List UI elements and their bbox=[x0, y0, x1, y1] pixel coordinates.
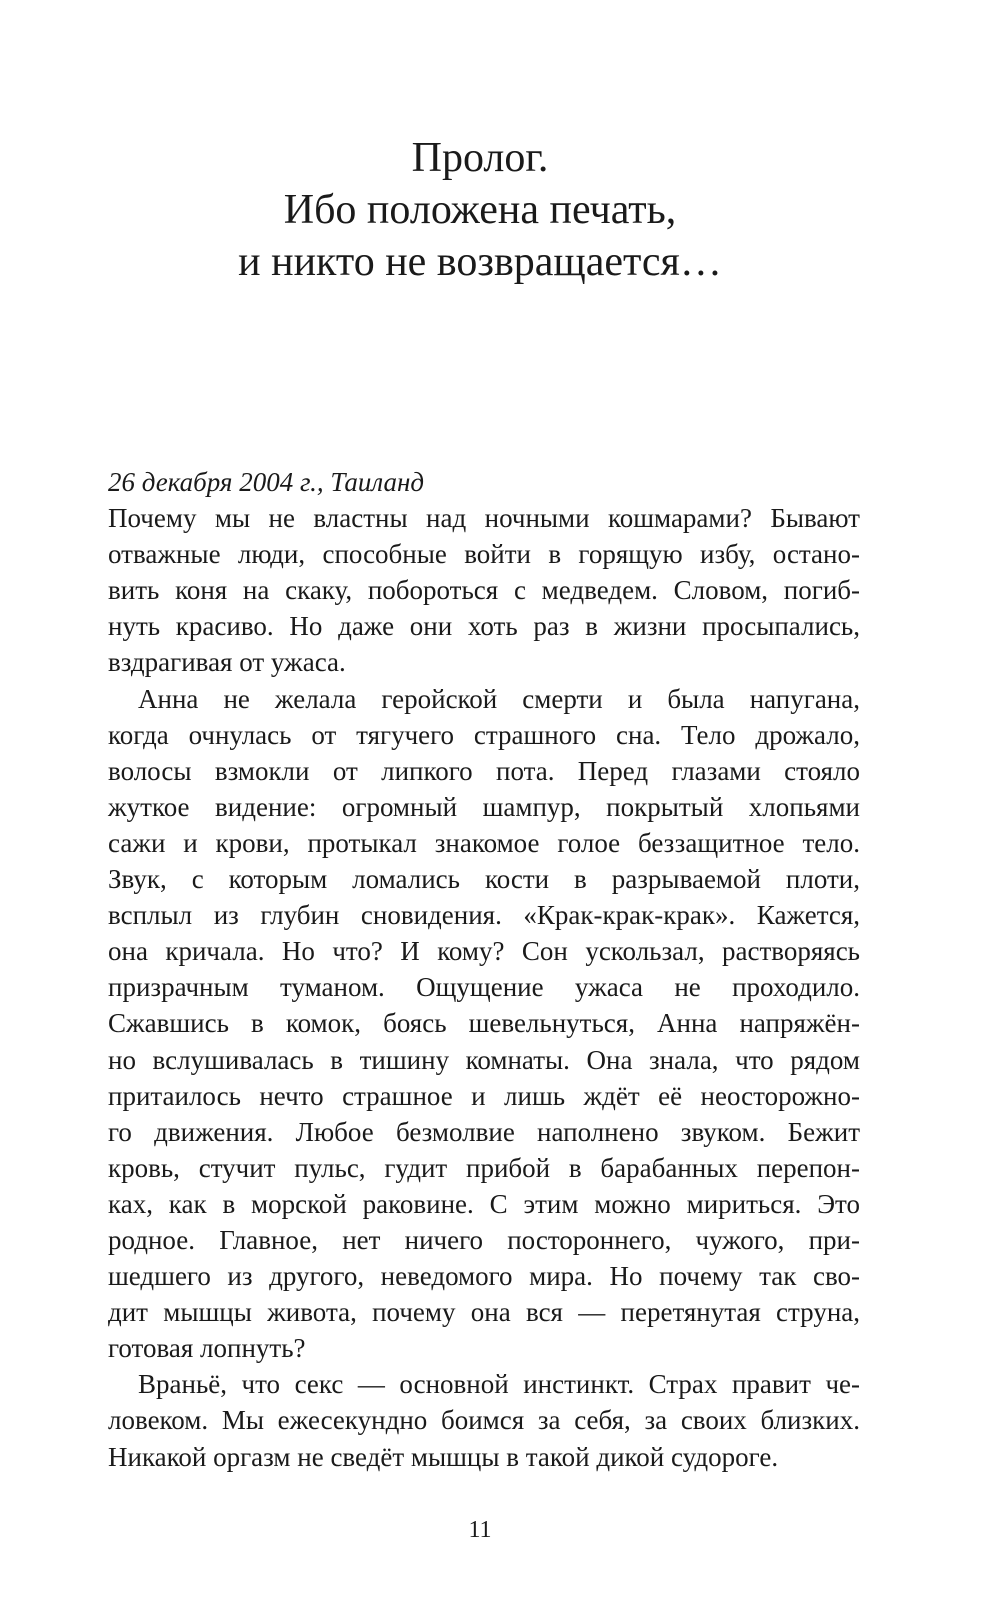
text-line: сажи и крови, протыкал знакомое голое беззащитное тело. bbox=[108, 827, 860, 858]
paragraph-2 bbox=[108, 681, 860, 1367]
text-line: ках, как в морской раковине. С этим можно мириться. Это bbox=[108, 1188, 860, 1219]
chapter-title bbox=[0, 132, 960, 288]
text-line: вить коня на скаку, побороться с медведем. Словом, погиб- bbox=[108, 575, 860, 606]
paragraph-1 bbox=[108, 500, 860, 680]
text-line: родное. Главное, нет ничего постороннего, чужого, при- bbox=[108, 1224, 860, 1255]
text-line: когда очнулась от тягучего страшного сна. Тело дрожало, bbox=[108, 719, 860, 750]
text-line: Анна не желала геройской смерти и была напугана, bbox=[138, 683, 860, 714]
text-line: но вслушивалась в тишину комнаты. Она знала, что рядом bbox=[108, 1044, 860, 1075]
text-line: ловеком. Мы ежесекундно боимся за себя, за своих близких. bbox=[108, 1405, 860, 1436]
text-line: она кричала. Но что? И кому? Сон ускользал, растворяясь bbox=[108, 936, 860, 967]
body-text bbox=[108, 464, 860, 1475]
text-line: готовая лопнуть? bbox=[108, 1333, 306, 1364]
text-line: кровь, стучит пульс, гудит прибой в барабанных перепон- bbox=[108, 1152, 860, 1183]
text-line: призрачным туманом. Ощущение ужаса не проходило. bbox=[108, 972, 860, 1003]
dateline: 26 декабря 2004 г., Таиланд bbox=[108, 467, 425, 497]
text-line: дит мышцы живота, почему она вся — перетянутая струна, bbox=[108, 1297, 860, 1328]
paragraph-3 bbox=[108, 1366, 860, 1474]
page-number: 11 bbox=[468, 1517, 492, 1543]
text-line: го движения. Любое безмолвие наполнено звуком. Бежит bbox=[108, 1116, 860, 1147]
chapter-title-line: Ибо положена печать, bbox=[283, 187, 677, 233]
text-line: Звук, с которым ломались кости в разрываемой плоти, bbox=[108, 864, 860, 895]
text-line: волосы взмокли от липкого пота. Перед глазами стояло bbox=[108, 755, 860, 786]
text-line: отважные люди, способные войти в горящую избу, остано- bbox=[108, 539, 860, 570]
text-line: притаилось нечто страшное и лишь ждёт её неосторожно- bbox=[108, 1080, 860, 1111]
text-line: Никакой оргазм не сведёт мышцы в такой дикой судороге. bbox=[108, 1441, 779, 1472]
text-line: вздрагивая от ужаса. bbox=[108, 647, 346, 678]
text-line: жуткое видение: огромный шампур, покрытый хлопьями bbox=[108, 791, 860, 822]
text-line: Сжавшись в комок, боясь шевельнуться, Анна напряжён- bbox=[108, 1008, 860, 1039]
text-line: шедшего из другого, неведомого мира. Но почему так сво- bbox=[108, 1261, 860, 1292]
text-line: нуть красиво. Но даже они хоть раз в жизни просыпались, bbox=[108, 611, 860, 642]
text-line: Враньё, что секс — основной инстинкт. Страх правит че- bbox=[138, 1369, 860, 1400]
chapter-title-line: Пролог. bbox=[411, 135, 549, 181]
chapter-title-line: и никто не возвращается… bbox=[238, 239, 722, 285]
text-line: всплыл из глубин сновидения. «Крак-крак-крак». Кажется, bbox=[108, 900, 860, 931]
text-line: Почему мы не властны над ночными кошмарами? Бывают bbox=[108, 503, 860, 534]
